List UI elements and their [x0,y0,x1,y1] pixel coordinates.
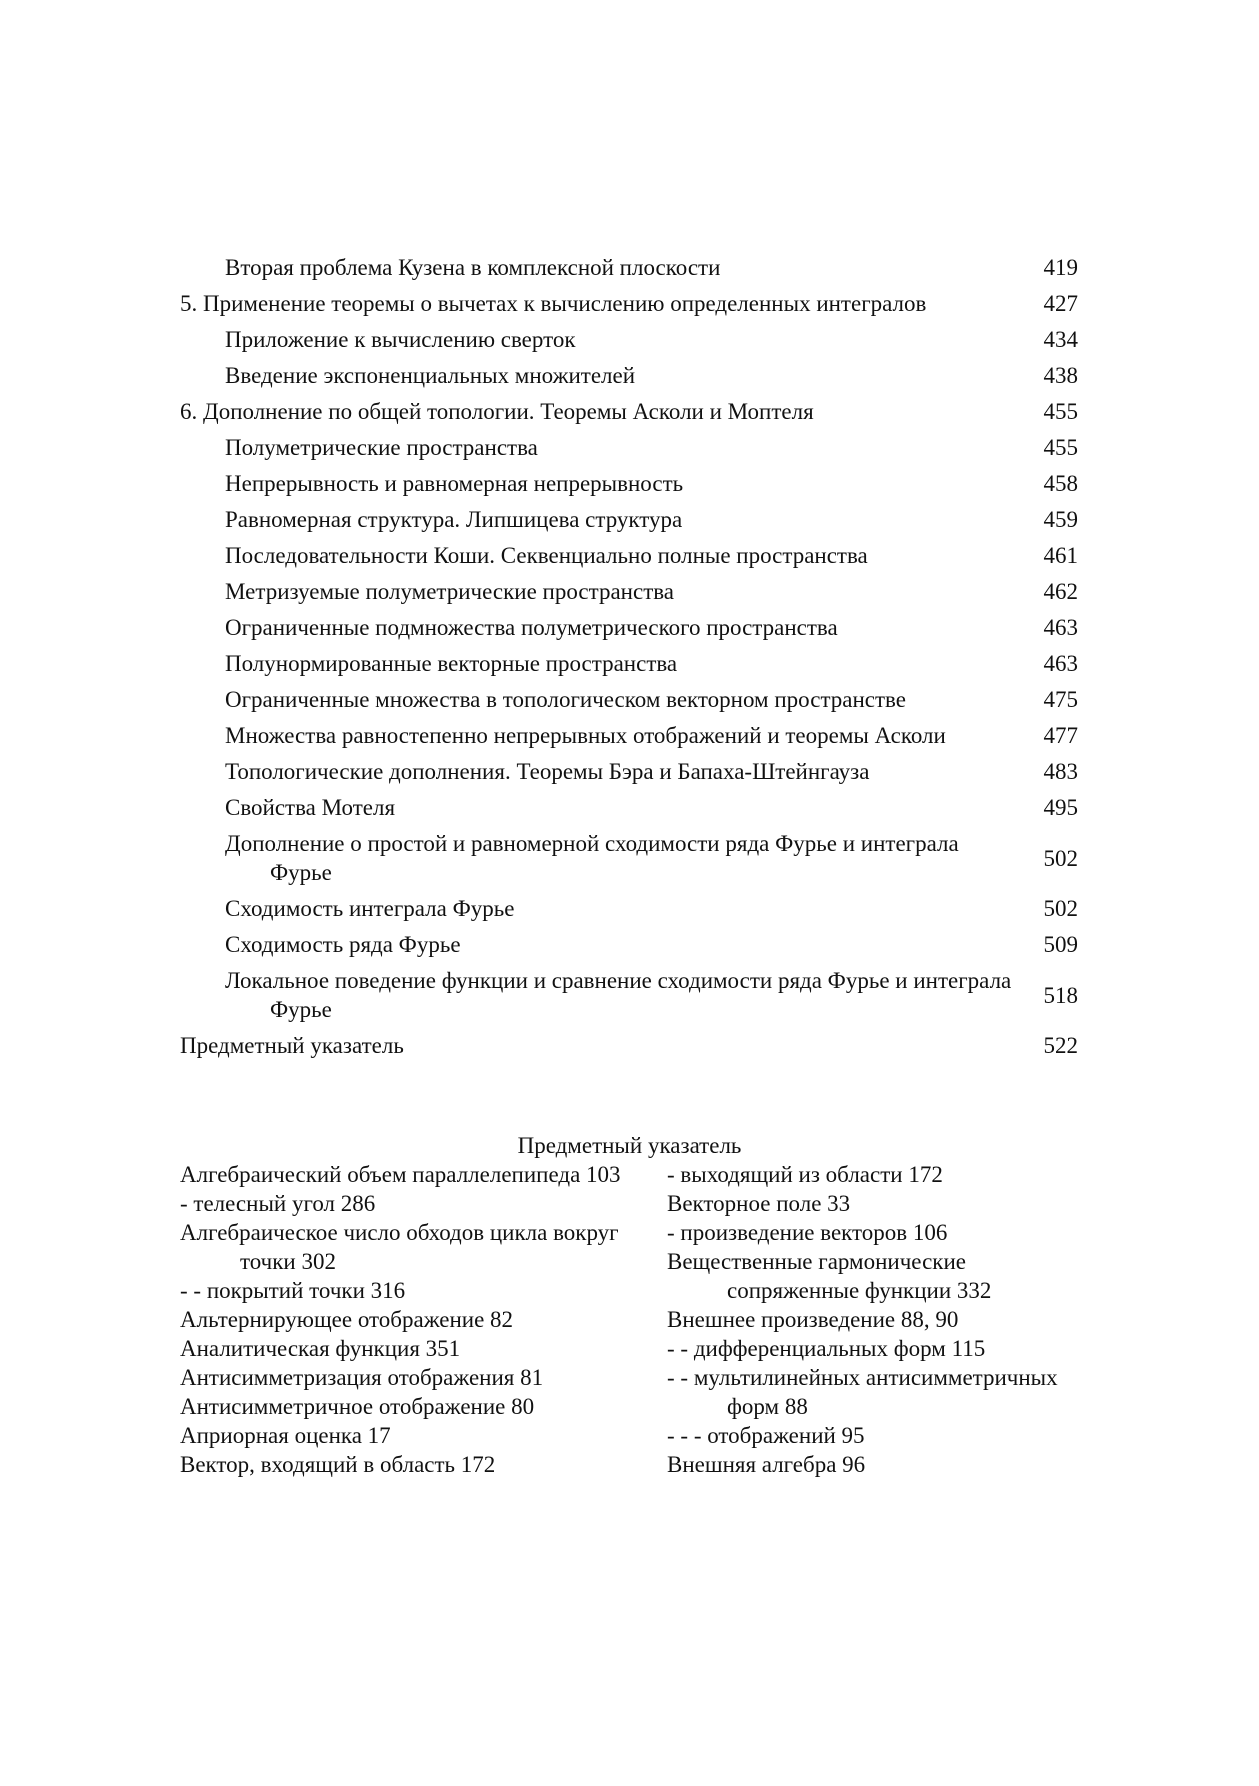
toc-entry [180,430,1078,466]
toc-entry-page: 475 [1043,687,1078,712]
toc-entry [180,286,1078,322]
index-entry: Априорная оценка 17 [180,1423,391,1448]
toc-entry [180,790,1078,826]
toc-entry-title: Ограниченные множества в топологическом векторном пространстве [225,687,906,712]
index-entry: Алгебраический объем параллелепипеда 103 [180,1162,621,1187]
toc-entry [180,250,1078,286]
toc-entry-title: Предметный указатель [180,1033,404,1058]
toc-entry [180,682,1078,718]
toc-entry-title: Введение экспоненциальных множителей [225,363,636,388]
toc-entry-page: 502 [1043,896,1078,921]
index-entry: - выходящий из области 172 [667,1162,943,1187]
toc-entry-page: 463 [1043,615,1078,640]
index-entry: Алгебраическое число обходов цикла вокруг точки 302 [180,1220,619,1274]
toc-entry-page: 438 [1043,363,1078,388]
toc-entry [180,322,1078,358]
index-entry: Внешняя алгебра 96 [667,1452,866,1477]
toc-entry-page: 502 [1043,845,1078,871]
index-entry: Вещественные гармонические сопряженные функции 332 [667,1249,992,1303]
toc-entry-title: Равномерная структура. Липшицева структура [225,507,683,532]
toc-entry-title: Полуметрические пространства [225,435,538,460]
toc-entry-title: Последовательности Коши. Секвенциально полные пространства [225,543,868,568]
toc-entry [180,610,1078,646]
toc-entry-page: 518 [1043,982,1078,1008]
toc-entry-title: 5. Применение теоремы о вычетах к вычислению определенных интегралов [180,291,927,316]
index-entry: Альтернирующее отображение 82 [180,1307,514,1332]
toc-entry-title: Полунормированные векторные пространства [225,651,678,676]
toc-entry [180,466,1078,502]
index-left-column [180,1160,650,1479]
toc-entry-page: 459 [1043,507,1078,532]
toc-entry-page: 463 [1043,651,1078,676]
toc-entry-page: 419 [1043,255,1078,280]
index-entry: - произведение векторов 106 [667,1220,948,1245]
toc-entry-page: 427 [1043,291,1078,316]
toc-entry-title: Локальное поведение функции и сравнение сходимости ряда Фурье и интеграла Фурье [225,968,1012,1022]
toc-entry-page: 495 [1043,795,1078,820]
toc-entry-page: 509 [1043,932,1078,957]
toc-entry [180,538,1078,574]
toc-entry-title: Свойства Мотеля [225,795,396,820]
toc-entry [180,718,1078,754]
table-of-contents [180,250,1078,1064]
toc-entry [180,1028,1078,1064]
toc-entry-page: 455 [1043,435,1078,460]
toc-entry-page: 434 [1043,327,1078,352]
index-entry: - - дифференциальных форм 115 [667,1336,986,1361]
index-entry: - - покрытий точки 316 [180,1278,406,1303]
index-entry: Антисимметризация отображения 81 [180,1365,544,1390]
toc-entry-page: 462 [1043,579,1078,604]
index-entry: Аналитическая функция 351 [180,1336,461,1361]
toc-entry-title: Дополнение о простой и равномерной сходимости ряда Фурье и интеграла Фурье [225,831,959,885]
index-entry: - - мультилинейных антисимметричных форм 88 [667,1365,1058,1419]
toc-entry-page: 458 [1043,471,1078,496]
index-entry: - - - отображений 95 [667,1423,865,1448]
toc-entry-title: Непрерывность и равномерная непрерывность [225,471,684,496]
toc-entry [180,574,1078,610]
toc-entry [180,646,1078,682]
toc-entry-title: Топологические дополнения. Теоремы Бэра и Бапаха-Штейнгауза [225,759,870,784]
toc-entry-title: Приложение к вычислению сверток [225,327,576,352]
index-right-column [667,1160,1087,1479]
toc-entry [180,891,1078,927]
toc-entry-page: 522 [1043,1033,1078,1058]
index-entry: Вектор, входящий в область 172 [180,1452,496,1477]
toc-entry-title: Ограниченные подмножества полуметрического пространства [225,615,838,640]
toc-entry-page: 455 [1043,399,1078,424]
index-heading: Предметный указатель [517,1133,742,1158]
toc-entry-title: Вторая проблема Кузена в комплексной плоскости [225,255,721,280]
toc-entry [180,754,1078,790]
toc-entry-title: Сходимость интеграла Фурье [225,896,515,921]
index-entry: - телесный угол 286 [180,1191,376,1216]
toc-entry [180,394,1078,430]
toc-entry-page: 483 [1043,759,1078,784]
index-entry: Векторное поле 33 [667,1191,851,1216]
index-entry: Внешнее произведение 88, 90 [667,1307,959,1332]
toc-entry [180,826,1078,891]
toc-entry-page: 461 [1043,543,1078,568]
toc-entry-title: Сходимость ряда Фурье [225,932,461,957]
toc-entry-title: Метризуемые полуметрические пространства [225,579,675,604]
toc-entry [180,963,1078,1028]
toc-entry [180,358,1078,394]
toc-entry-title: Множества равностепенно непрерывных отображений и теоремы Асколи [225,723,946,748]
index-entry: Антисимметричное отображение 80 [180,1394,535,1419]
toc-entry [180,927,1078,963]
toc-entry-title: 6. Дополнение по общей топологии. Теоремы Асколи и Моптеля [180,399,814,424]
toc-entry [180,502,1078,538]
toc-entry-page: 477 [1043,723,1078,748]
